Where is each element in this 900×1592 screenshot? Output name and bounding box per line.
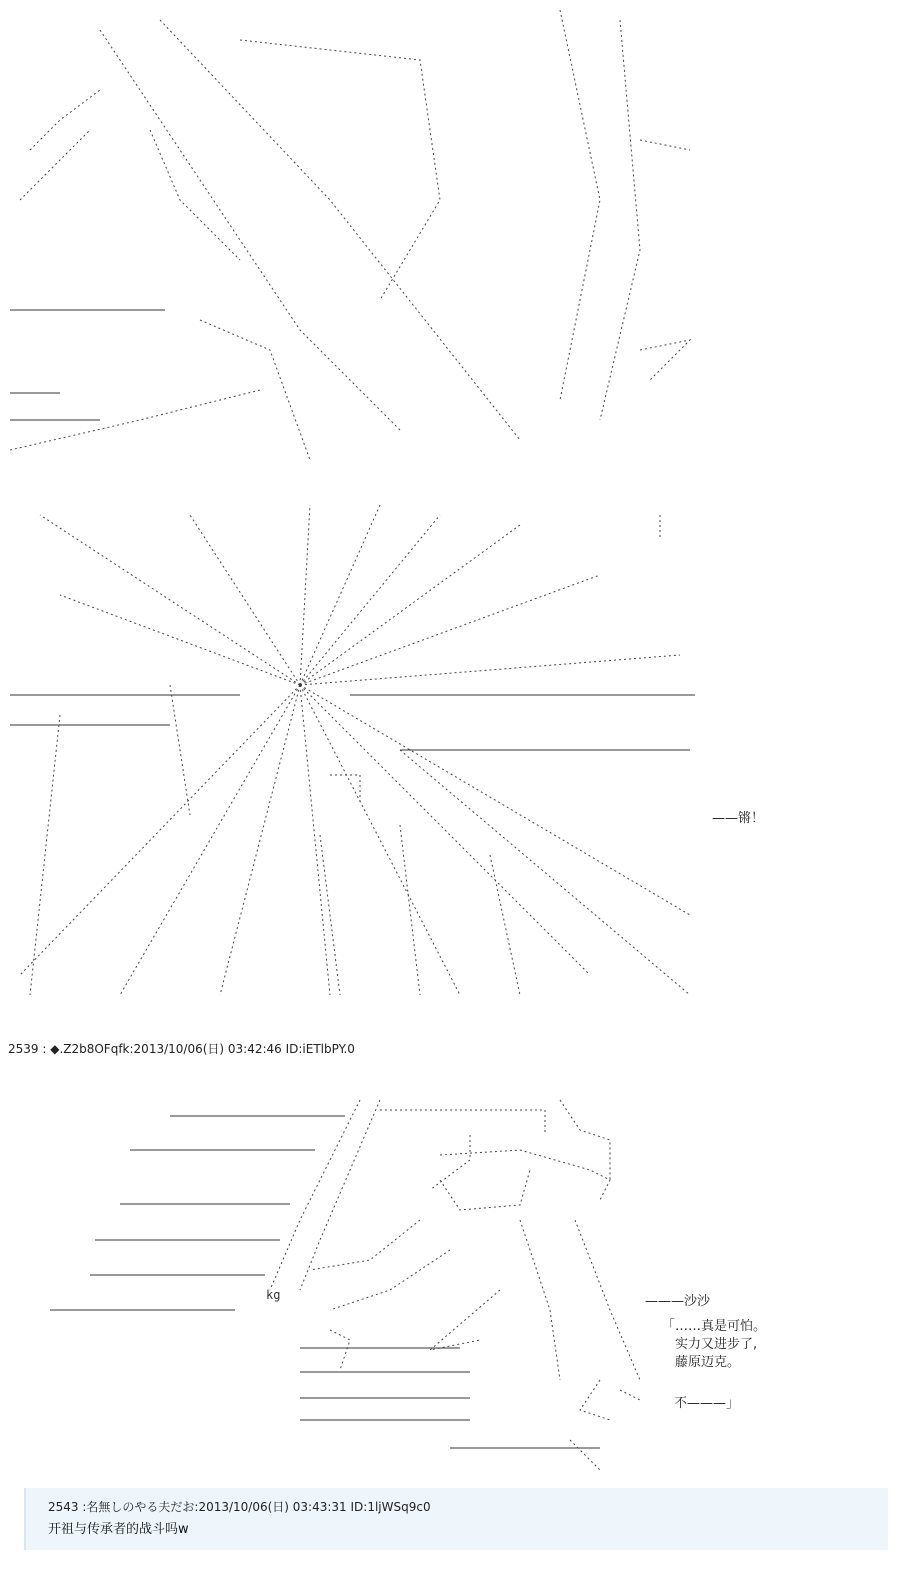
hand-ascii-art: kg (266, 1288, 281, 1302)
clash-sound-effect: ——锵！ (712, 811, 765, 826)
post-header-2543: 2543 :名無しのやる夫だお:2013/10/06(日) 03:43:31 ID:1ljWSq9c0 (48, 1500, 431, 1514)
post-body-2543: 开祖与传承者的战斗吗w (48, 1522, 189, 1537)
reply-post-2543 (24, 1488, 888, 1550)
ascii-art-drawing-clash (0, 495, 900, 1025)
post-header-2539: 2539 : ◆.Z2b8OFqfk:2013/10/06(日) 03:42:46 ID:iETlbPY.0 (8, 1042, 355, 1056)
rustle-sound-effect: ———沙沙 (645, 1294, 711, 1309)
ascii-art-panel-figure (0, 1080, 900, 1480)
ascii-art-panel-top (0, 0, 900, 480)
ascii-art-drawing-figure (0, 1080, 900, 1480)
ascii-art-drawing-top (0, 0, 900, 480)
speech-dialog: 「……真是可怕。 实力又进步了, 藤原迈克。 (662, 1319, 767, 1370)
ascii-art-panel-clash (0, 495, 900, 1025)
speech-dialog-continued: 不———」 (674, 1396, 740, 1411)
